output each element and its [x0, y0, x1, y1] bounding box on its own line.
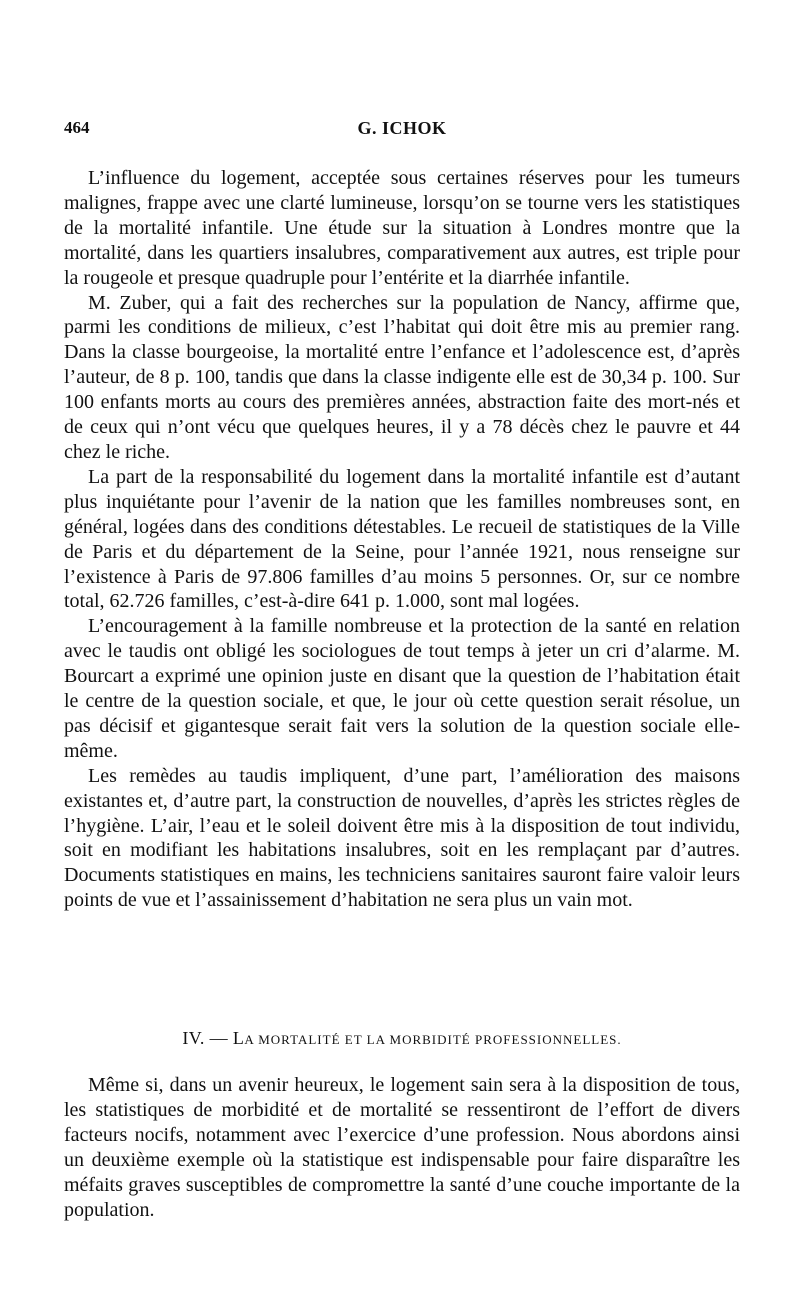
section-heading: [64, 1028, 740, 1049]
running-head-author: G. ICHOK: [357, 118, 447, 138]
paragraph-slum-remedies: Les remèdes au taudis impliquent, d’une part, l’amélioration des maisons existantes et, d’autre part, la construction de nouvelles, d’après les strictes règles de l’hygiène. L’air, l’eau et le soleil doivent être mis à la disposition de tout individu, soit en modifiant les habitations insalubres, soit en les remplaçant par d’autres. Documents statistiques en mains, les techniciens sanitaires sauront faire valoir leurs points de vue et l’assainissement d’habitation ne sera plus un vain mot.: [64, 764, 740, 912]
running-head: [64, 118, 740, 144]
section-heading-title: A MORTALITÉ ET LA MORBIDITÉ PROFESSIONNELLES.: [244, 1032, 622, 1047]
paragraph-sociologists-alarm: L’encouragement à la famille nombreuse et la protection de la santé en relation avec le taudis ont obligé les sociologues de tout temps à jeter un cri d’alarme. M. Bourcart a exprimé une opinion juste en disant que la question de l’habitation était le centre de la question sociale, et que, le jour où cette question serait résolue, un pas décisif et gigantesque serait fait vers la solution de la question sociale elle-même.: [64, 615, 740, 762]
paragraph-occupational-intro: Même si, dans un avenir heureux, le logement sain sera à la disposition de tous, les statistiques de morbidité et de mortalité se ressentiront de l’effort de divers facteurs nocifs, notamment avec l’exercice d’une profession. Nous abordons ainsi un deuxième exemple où la statistique est indispensable pour faire disparaître les méfaits graves susceptibles de compromettre la santé d’une couche importante de la population.: [64, 1074, 740, 1221]
paragraph-housing-influence: L’influence du logement, acceptée sous certaines réserves pour les tumeurs malignes, frappe avec une clarté lumineuse, lorsqu’on se tourne vers les statistiques de la mortalité infantile. Une étude sur la situation à Londres montre que la mortalité, dans les quartiers insalubres, comparativement aux autres, est triple pour la rougeole et presque quadruple pour l’entérite et la diarrhée infantile.: [64, 167, 740, 289]
paragraph-large-families: La part de la responsabilité du logement dans la mortalité infantile est d’autant plus inquiétante pour l’avenir de la nation que les familles nombreuses sont, en général, logées dans des conditions détestables. Le recueil de statistiques de la Ville de Paris et du département de la Seine, pour l’année 1921, nous renseigne sur l’existence à Paris de 97.806 familles d’au moins 5 personnes. Or, sur ce nombre total, 62.726 familles, c’est-à-dire 641 p. 1.000, sont mal logées.: [64, 465, 740, 613]
main-text: [64, 166, 740, 913]
paragraph-zuber-nancy: M. Zuber, qui a fait des recherches sur la population de Nancy, affirme que, parmi les conditions de milieux, c’est l’habitat qui doit être mis au premier rang. Dans la classe bourgeoise, la mortalité entre l’enfance et l’adolescence est, d’après l’auteur, de 8 p. 100, tandis que dans la classe indigente elle est de 30,34 p. 100. Sur 100 enfants morts au cours des premières années, abstraction faite des mort-nés et de ceux qui n’ont vécu que quelques heures, il y a 78 décès chez le pauvre et 44 chez le riche.: [64, 291, 740, 463]
page-number: 464: [64, 118, 90, 137]
section-text: [64, 1073, 740, 1222]
section-heading-numeral: IV. — L: [182, 1028, 245, 1048]
